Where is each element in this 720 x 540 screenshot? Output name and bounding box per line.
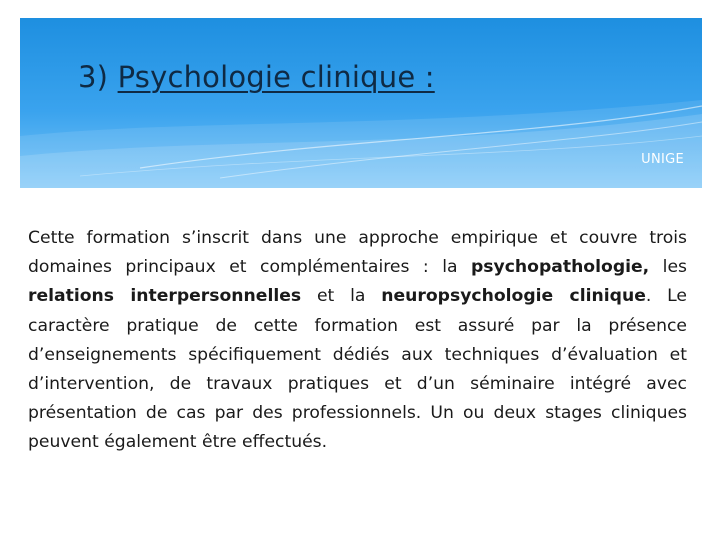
title-text: Psychologie clinique : xyxy=(117,60,435,94)
title-number: 3) xyxy=(78,60,109,94)
body-text: les xyxy=(649,257,687,278)
brand-label: UNIGE xyxy=(641,152,684,167)
body-text: Cette formation s’inscrit dans une approche empirique et couvre trois domaines principaux et complémentaires : la xyxy=(28,228,687,278)
body-paragraph xyxy=(28,224,687,458)
keyword-relations: relations interpersonnelles xyxy=(28,286,302,307)
header-banner xyxy=(20,18,702,188)
slide-title xyxy=(78,60,435,94)
banner-wave-decoration xyxy=(20,18,702,188)
body-text: . Le caractère pratique de cette formation est assuré par la présence d’enseignements spécifiquement dédiés aux techniques d’évaluation et d’intervention, de travaux pratiques et d’un séminaire intégré avec présentation de cas par des professionnels. Un ou deux stages cliniques peuvent également être effectués. xyxy=(28,286,688,453)
keyword-neuropsychologie: neuropsychologie clinique xyxy=(381,286,646,307)
keyword-psychopathologie: psychopathologie, xyxy=(470,257,650,278)
body-text: et la xyxy=(301,286,382,307)
